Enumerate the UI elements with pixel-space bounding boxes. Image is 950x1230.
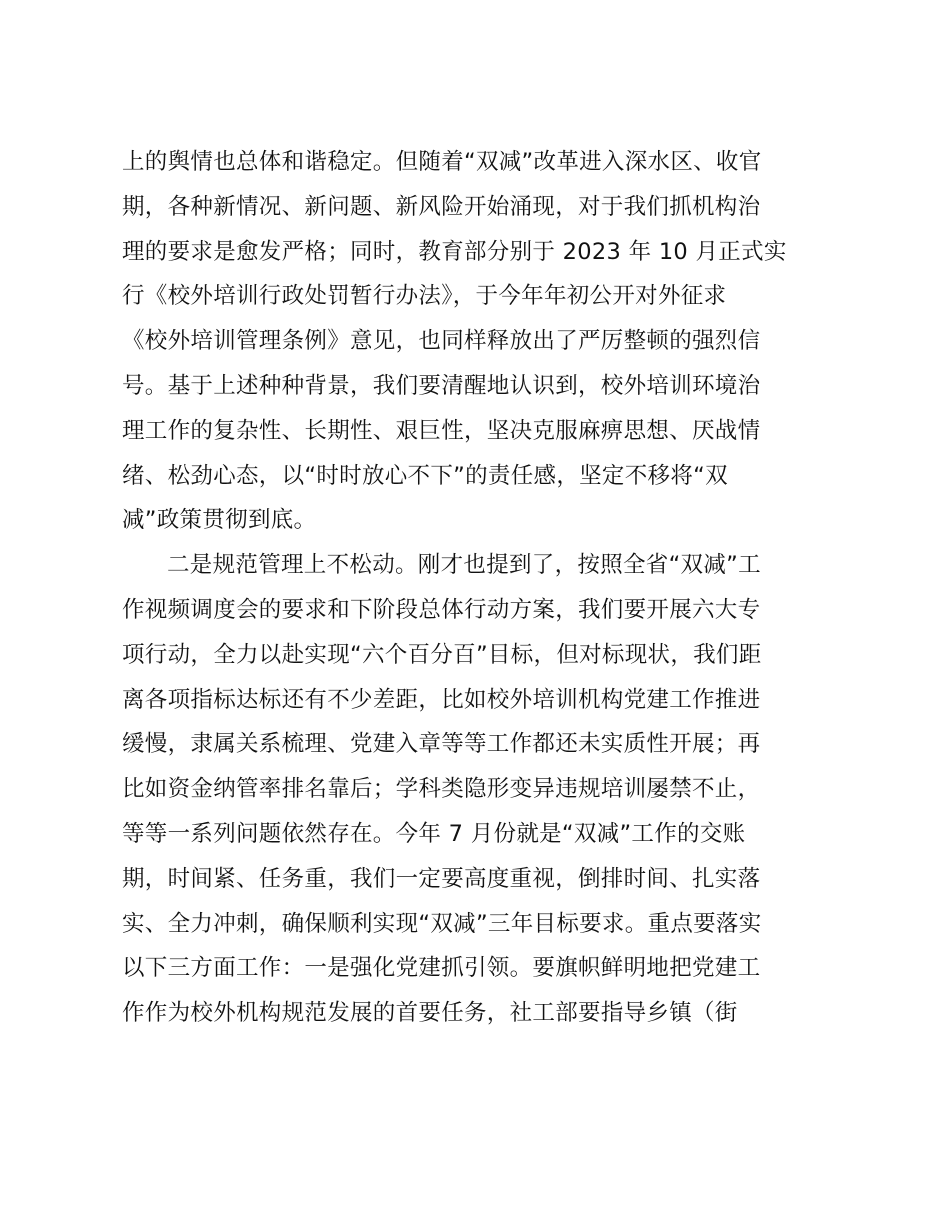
text-line: 比如资金纳管率排名靠后；学科类隐形变异违规培训屡禁不止， — [122, 776, 761, 803]
text-line: 作作为校外机构规范发展的首要任务，社工部要指导乡镇（街 — [122, 1000, 738, 1027]
text-line: 离各项指标达标还有不少差距，比如校外培训机构党建工作推进 — [122, 686, 761, 713]
text-line: 《校外培训管理条例》意见，也同样释放出了严厉整顿的强烈信 — [122, 328, 761, 355]
text-line: 号。基于上述种种背景，我们要清醒地认识到，校外培训环境治 — [122, 372, 761, 399]
text-line: 理的要求是愈发严格；同时，教育部分别于 2023 年 10 月正式实 — [122, 238, 787, 265]
text-line: 期，时间紧、任务重，我们一定要高度重视，倒排时间、扎实落 — [122, 865, 761, 892]
text-line: 期，各种新情况、新问题、新风险开始涌现，对于我们抓机构治 — [122, 193, 761, 220]
text-line: 缓慢，隶属关系梳理、党建入章等等工作都还未实质性开展；再 — [122, 731, 761, 758]
text-line: 减”政策贯彻到底。 — [122, 507, 317, 534]
text-line: 理工作的复杂性、长期性、艰巨性，坚决克服麻痹思想、厌战情 — [122, 417, 761, 444]
text-line: 作视频调度会的要求和下阶段总体行动方案，我们要开展六大专 — [122, 596, 761, 623]
text-line: 实、全力冲刺，确保顺利实现“双减”三年目标要求。重点要落实 — [122, 910, 762, 937]
text-line: 等等一系列问题依然存在。今年 7 月份就是“双减”工作的交账 — [122, 820, 746, 847]
text-line: 行《校外培训行政处罚暂行办法》，于今年年初公开对外征求 — [122, 283, 727, 310]
text-line: 项行动，全力以赴实现“六个百分百”目标，但对标现状，我们距 — [122, 641, 762, 668]
text-line: 上的舆情也总体和谐稳定。但随着“双减”改革进入深水区、收官 — [122, 149, 762, 175]
text-line: 绪、松劲心态，以“时时放心不下”的责任感，坚定不移将“双 — [122, 462, 728, 489]
paragraph-start-line: 二是规范管理上不松动。刚才也提到了，按照全省“双减”工 — [167, 552, 761, 579]
text-line: 以下三方面工作：一是强化党建抓引领。要旗帜鲜明地把党建工 — [122, 955, 761, 982]
body-text — [122, 140, 842, 1036]
